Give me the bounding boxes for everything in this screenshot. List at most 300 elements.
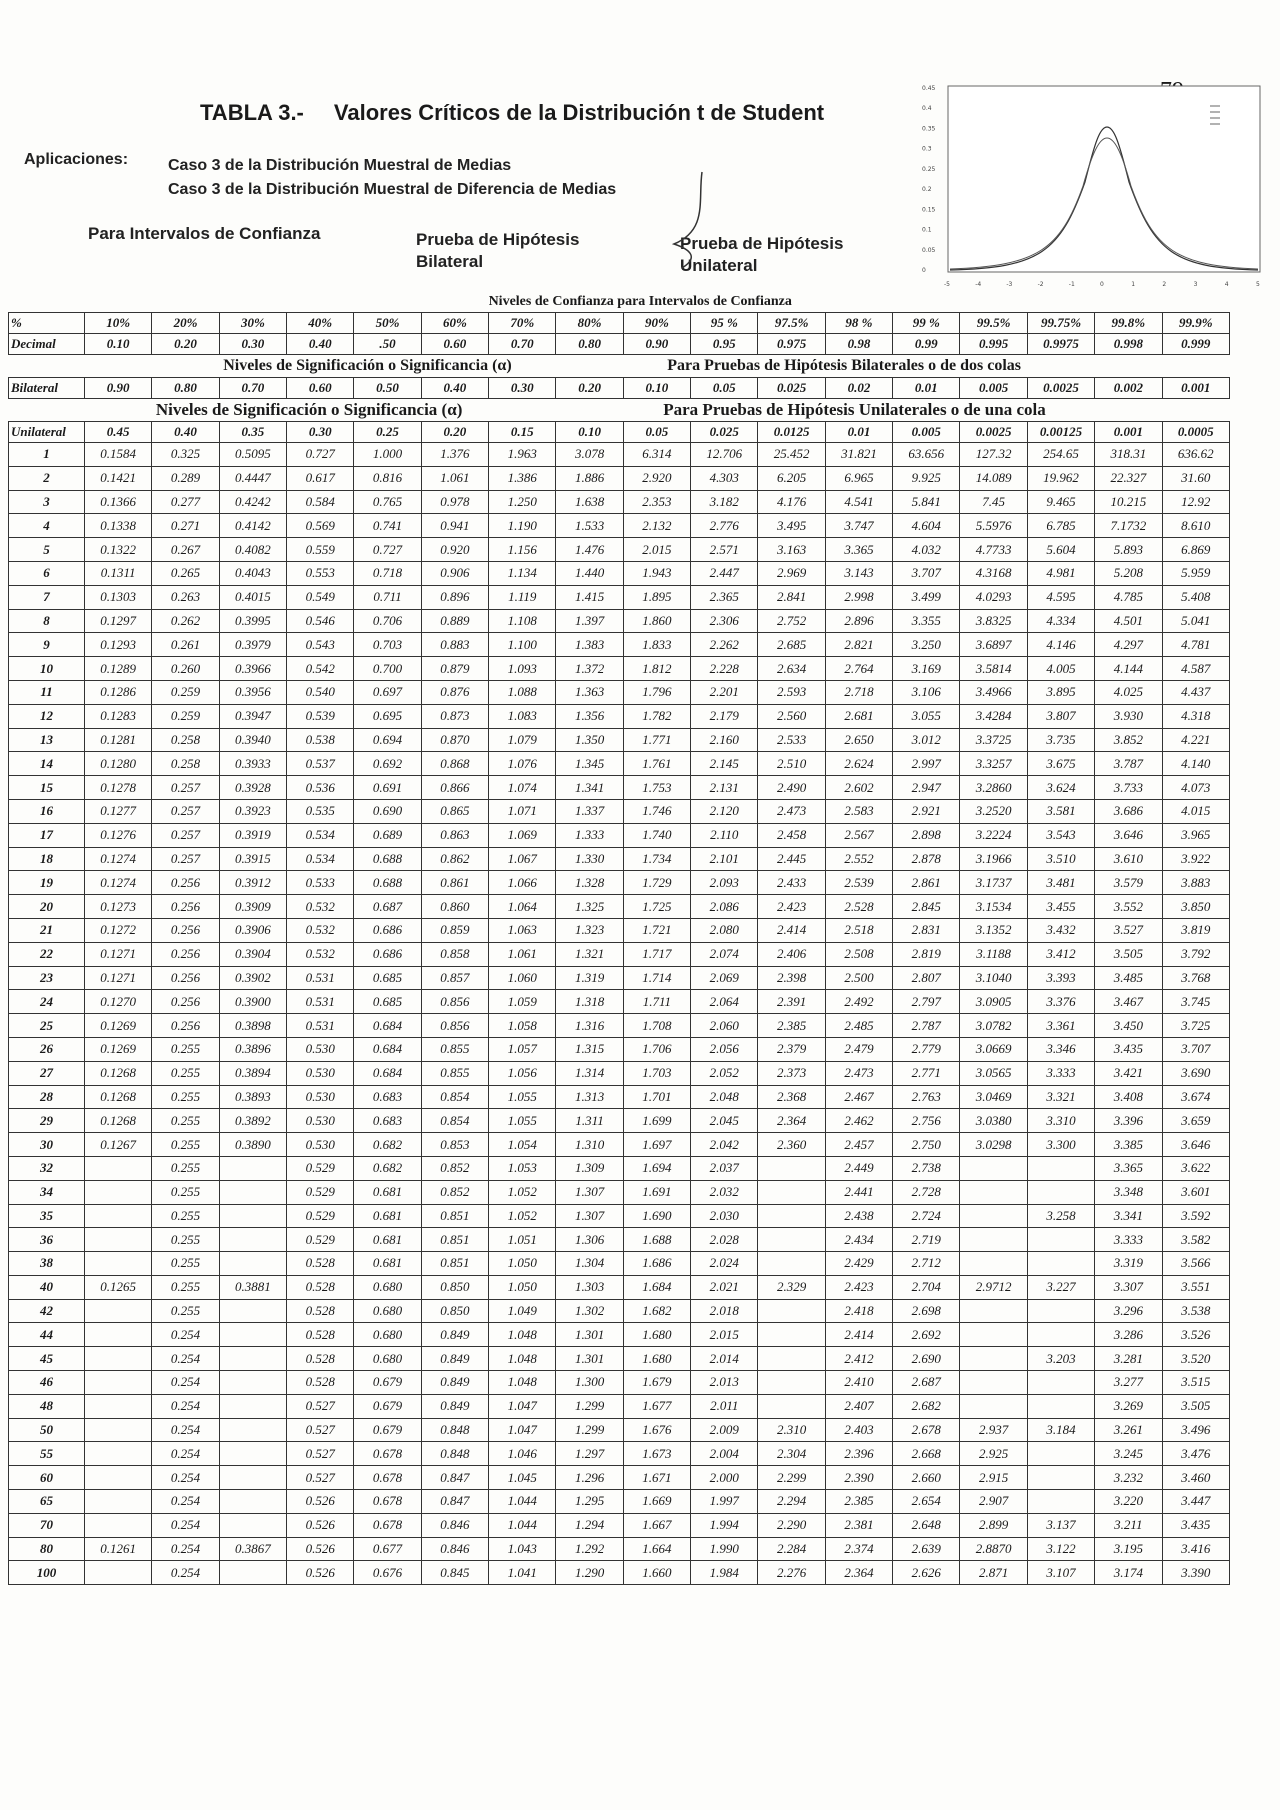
critical-value-cell: 2.080 — [691, 918, 758, 942]
critical-value-cell: 0.540 — [287, 680, 354, 704]
degrees-of-freedom-cell: 10 — [9, 657, 85, 681]
critical-value-cell: 0.684 — [354, 1014, 421, 1038]
critical-value-cell: 1.694 — [623, 1156, 690, 1180]
critical-value-cell: 1.299 — [556, 1418, 623, 1442]
critical-value-cell: 4.025 — [1095, 680, 1162, 704]
degrees-of-freedom-cell: 4 — [9, 514, 85, 538]
critical-value-cell: 4.140 — [1162, 752, 1230, 776]
x-tick-label: -3 — [1006, 281, 1013, 288]
critical-value-cell: 0.1270 — [85, 990, 152, 1014]
critical-value-cell: 0.680 — [354, 1323, 421, 1347]
critical-value-cell — [960, 1394, 1027, 1418]
critical-value-cell: 1.048 — [489, 1371, 556, 1395]
critical-value-cell: 2.626 — [893, 1561, 960, 1585]
critical-value-cell: 0.3898 — [219, 1014, 286, 1038]
y-tick-label: 0.3 — [922, 145, 932, 153]
critical-value-cell: 5.604 — [1027, 538, 1094, 562]
critical-value-cell: 1.313 — [556, 1085, 623, 1109]
critical-value-cell: 0.694 — [354, 728, 421, 752]
critical-value-cell — [85, 1299, 152, 1323]
critical-value-cell — [219, 1347, 286, 1371]
critical-value-cell: 2.458 — [758, 823, 825, 847]
critical-value-cell: 1.306 — [556, 1228, 623, 1252]
critical-value-cell: 1.753 — [623, 776, 690, 800]
critical-value-cell: 1.699 — [623, 1109, 690, 1133]
critical-value-cell: 1.734 — [623, 847, 690, 871]
critical-value-cell: 3.6897 — [960, 633, 1027, 657]
critical-value-cell: 1.069 — [489, 823, 556, 847]
critical-value-cell: 1.796 — [623, 680, 690, 704]
critical-value-cell: 3.850 — [1162, 895, 1230, 919]
critical-value-cell: 0.569 — [287, 514, 354, 538]
critical-value-cell: 1.063 — [489, 918, 556, 942]
critical-value-cell: 0.534 — [287, 823, 354, 847]
critical-value-cell: 0.3904 — [219, 942, 286, 966]
critical-value-cell — [85, 1323, 152, 1347]
critical-value-cell: 3.245 — [1095, 1442, 1162, 1466]
critical-value-cell: 3.725 — [1162, 1014, 1230, 1038]
critical-value-cell: 3.922 — [1162, 847, 1230, 871]
critical-value-cell: 0.1281 — [85, 728, 152, 752]
critical-value-cell: 0.259 — [152, 704, 219, 728]
decimal-cell: 0.999 — [1162, 334, 1230, 355]
critical-value-cell: 2.414 — [825, 1323, 892, 1347]
decimal-cell: 0.80 — [556, 334, 623, 355]
critical-value-cell: 2.639 — [893, 1537, 960, 1561]
critical-value-cell: 0.258 — [152, 728, 219, 752]
critical-value-cell: 3.341 — [1095, 1204, 1162, 1228]
critical-value-cell: 0.535 — [287, 799, 354, 823]
critical-value-cell: 1.782 — [623, 704, 690, 728]
critical-value-cell: 2.738 — [893, 1156, 960, 1180]
critical-value-cell: 3.495 — [758, 514, 825, 538]
critical-value-cell — [960, 1204, 1027, 1228]
critical-value-cell: 0.862 — [421, 847, 488, 871]
critical-value-cell: 0.255 — [152, 1061, 219, 1085]
critical-value-cell: 2.831 — [893, 918, 960, 942]
x-tick-label: -1 — [1068, 281, 1075, 288]
critical-value-cell: 0.851 — [421, 1204, 488, 1228]
percent-cell: 99.8% — [1095, 313, 1162, 334]
decimal-cell: 0.40 — [287, 334, 354, 355]
critical-value-cell: 7.1732 — [1095, 514, 1162, 538]
unilateral-alpha-cell: 0.10 — [556, 422, 623, 443]
bilateral-alpha-cell: 0.10 — [623, 378, 690, 399]
critical-value-cell: 0.3881 — [219, 1275, 286, 1299]
unilateral-alpha-cell: 0.025 — [691, 422, 758, 443]
critical-value-cell — [85, 1442, 152, 1466]
confidence-intervals-label: Para Intervalos de Confianza — [88, 224, 321, 243]
critical-value-cell: 1.299 — [556, 1394, 623, 1418]
critical-value-cell — [1027, 1299, 1094, 1323]
critical-value-cell: 3.659 — [1162, 1109, 1230, 1133]
critical-value-cell: 1.686 — [623, 1252, 690, 1276]
critical-value-cell: 3.551 — [1162, 1275, 1230, 1299]
critical-value-cell: 3.321 — [1027, 1085, 1094, 1109]
table-row — [9, 1252, 1230, 1276]
critical-value-cell: 1.292 — [556, 1537, 623, 1561]
critical-value-cell: 0.543 — [287, 633, 354, 657]
degrees-of-freedom-cell: 14 — [9, 752, 85, 776]
critical-value-cell: 0.682 — [354, 1133, 421, 1157]
critical-value-cell: 3.261 — [1095, 1418, 1162, 1442]
critical-value-cell: 1.679 — [623, 1371, 690, 1395]
critical-value-cell: 0.531 — [287, 990, 354, 1014]
critical-value-cell: 2.403 — [825, 1418, 892, 1442]
critical-value-cell: 3.610 — [1095, 847, 1162, 871]
critical-value-cell: 1.680 — [623, 1347, 690, 1371]
critical-value-cell: 3.707 — [1162, 1037, 1230, 1061]
critical-value-cell: 2.871 — [960, 1561, 1027, 1585]
critical-value-cell: 3.4966 — [960, 680, 1027, 704]
critical-value-cell: 1.886 — [556, 466, 623, 490]
critical-value-cell: 1.046 — [489, 1442, 556, 1466]
critical-value-cell: 2.069 — [691, 966, 758, 990]
bilateral-alpha-cell: 0.01 — [893, 378, 960, 399]
table-row — [9, 1037, 1230, 1061]
critical-value-cell: 1.048 — [489, 1347, 556, 1371]
critical-value-cell: 0.879 — [421, 657, 488, 681]
band-spacer — [9, 292, 489, 313]
critical-value-cell: 1.717 — [623, 942, 690, 966]
degrees-of-freedom-cell: 1 — [9, 443, 85, 467]
critical-value-cell: 2.284 — [758, 1537, 825, 1561]
critical-value-cell: 3.807 — [1027, 704, 1094, 728]
critical-value-cell: 3.1966 — [960, 847, 1027, 871]
critical-value-cell: 0.553 — [287, 561, 354, 585]
critical-value-cell: 3.182 — [691, 490, 758, 514]
critical-value-cell: 2.390 — [825, 1466, 892, 1490]
critical-value-cell: 0.847 — [421, 1466, 488, 1490]
critical-value-cell: 2.306 — [691, 609, 758, 633]
critical-value-cell: 636.62 — [1162, 443, 1230, 467]
decimal-cell: 0.10 — [85, 334, 152, 355]
critical-value-cell — [1027, 1323, 1094, 1347]
critical-value-cell: 1.076 — [489, 752, 556, 776]
critical-value-cell: 2.423 — [758, 895, 825, 919]
critical-value-cell: 0.679 — [354, 1418, 421, 1442]
critical-value-cell: 0.1366 — [85, 490, 152, 514]
critical-value-cell: 5.408 — [1162, 585, 1230, 609]
table-row — [9, 1299, 1230, 1323]
critical-value-cell: 1.684 — [623, 1275, 690, 1299]
critical-value-cell: 0.978 — [421, 490, 488, 514]
critical-value-cell: 0.1322 — [85, 538, 152, 562]
table-row — [9, 657, 1230, 681]
critical-value-cell: 2.074 — [691, 942, 758, 966]
degrees-of-freedom-cell: 20 — [9, 895, 85, 919]
critical-value-cell: 2.418 — [825, 1299, 892, 1323]
critical-value-cell — [960, 1156, 1027, 1180]
critical-value-cell — [85, 1394, 152, 1418]
critical-value-cell: 0.1338 — [85, 514, 152, 538]
critical-value-cell: 1.711 — [623, 990, 690, 1014]
critical-value-cell: 1.316 — [556, 1014, 623, 1038]
critical-value-cell: 0.680 — [354, 1347, 421, 1371]
degrees-of-freedom-cell: 5 — [9, 538, 85, 562]
critical-value-cell: 2.8870 — [960, 1537, 1027, 1561]
critical-value-cell: 0.3890 — [219, 1133, 286, 1157]
critical-value-cell: 1.041 — [489, 1561, 556, 1585]
critical-value-cell: 2.998 — [825, 585, 892, 609]
critical-value-cell: 3.365 — [825, 538, 892, 562]
degrees-of-freedom-cell: 42 — [9, 1299, 85, 1323]
bilateral-band-right: Para Pruebas de Hipótesis Bilaterales o de dos colas — [623, 355, 1229, 378]
critical-value-cell: 0.256 — [152, 942, 219, 966]
percent-cell: 99 % — [893, 313, 960, 334]
critical-value-cell: 3.674 — [1162, 1085, 1230, 1109]
critical-value-cell: 1.350 — [556, 728, 623, 752]
critical-value-cell: 2.682 — [893, 1394, 960, 1418]
critical-value-cell: 0.848 — [421, 1442, 488, 1466]
critical-value-cell: 0.678 — [354, 1490, 421, 1514]
critical-value-cell: 0.254 — [152, 1490, 219, 1514]
critical-value-cell: 0.255 — [152, 1228, 219, 1252]
critical-value-cell: 1.860 — [623, 609, 690, 633]
critical-value-cell: 2.364 — [825, 1561, 892, 1585]
critical-value-cell: 0.528 — [287, 1252, 354, 1276]
critical-value-cell: 0.254 — [152, 1323, 219, 1347]
table-title: Valores Críticos de la Distribución t de Student — [333, 100, 825, 125]
critical-value-cell: 2.024 — [691, 1252, 758, 1276]
critical-value-cell: 1.315 — [556, 1037, 623, 1061]
degrees-of-freedom-cell: 70 — [9, 1513, 85, 1537]
critical-value-cell: 1.440 — [556, 561, 623, 585]
critical-value-cell: 0.254 — [152, 1537, 219, 1561]
critical-value-cell: 3.505 — [1095, 942, 1162, 966]
critical-value-cell: 0.700 — [354, 657, 421, 681]
table-row — [9, 1228, 1230, 1252]
unilateral-alpha-cell: 0.0025 — [960, 422, 1027, 443]
critical-value-cell: 1.290 — [556, 1561, 623, 1585]
critical-value-cell: 0.816 — [354, 466, 421, 490]
critical-value-cell: 3.1188 — [960, 942, 1027, 966]
decimal-cell: 0.20 — [152, 334, 219, 355]
unilateral-alpha-cell: 0.40 — [152, 422, 219, 443]
critical-value-cell: 3.163 — [758, 538, 825, 562]
critical-value-cell: 2.921 — [893, 799, 960, 823]
critical-value-cell: 1.318 — [556, 990, 623, 1014]
critical-value-cell: 2.712 — [893, 1252, 960, 1276]
critical-value-cell: 0.539 — [287, 704, 354, 728]
table-row — [9, 847, 1230, 871]
critical-value-cell: 2.650 — [825, 728, 892, 752]
critical-value-cell: 0.529 — [287, 1228, 354, 1252]
critical-value-cell: 3.012 — [893, 728, 960, 752]
critical-value-cell: 4.781 — [1162, 633, 1230, 657]
unilateral-alpha-cell: 0.05 — [623, 422, 690, 443]
critical-value-cell: 0.889 — [421, 609, 488, 633]
critical-value-cell: 3.055 — [893, 704, 960, 728]
critical-value-cell: 0.534 — [287, 847, 354, 871]
critical-value-cell — [219, 1252, 286, 1276]
critical-value-cell: 3.269 — [1095, 1394, 1162, 1418]
critical-value-cell: 0.3915 — [219, 847, 286, 871]
critical-value-cell: 0.684 — [354, 1037, 421, 1061]
unilateral-alpha-cell: 0.01 — [825, 422, 892, 443]
critical-value-cell: 0.256 — [152, 918, 219, 942]
table-row — [9, 1014, 1230, 1038]
critical-value-cell: 0.255 — [152, 1204, 219, 1228]
percent-cell: 20% — [152, 313, 219, 334]
critical-value-cell: 3.707 — [893, 561, 960, 585]
critical-value-cell: 0.257 — [152, 823, 219, 847]
critical-value-cell: 1.740 — [623, 823, 690, 847]
critical-value-cell: 0.855 — [421, 1061, 488, 1085]
critical-value-cell: 2.093 — [691, 871, 758, 895]
critical-value-cell: 0.256 — [152, 895, 219, 919]
critical-value-cell: 0.870 — [421, 728, 488, 752]
critical-value-cell: 2.179 — [691, 704, 758, 728]
critical-value-cell — [85, 1252, 152, 1276]
bilateral-alpha-cell: 0.05 — [691, 378, 758, 399]
critical-value-cell: 1.671 — [623, 1466, 690, 1490]
applications-label: Aplicaciones: — [24, 151, 129, 168]
critical-value-cell: 2.841 — [758, 585, 825, 609]
critical-value-cell: 2.764 — [825, 657, 892, 681]
critical-value-cell: 0.255 — [152, 1037, 219, 1061]
critical-value-cell — [960, 1323, 1027, 1347]
critical-value-cell: 1.108 — [489, 609, 556, 633]
critical-value-cell: 0.1269 — [85, 1037, 152, 1061]
bilateral-alpha-cell: 0.20 — [556, 378, 623, 399]
critical-value-cell: 1.048 — [489, 1323, 556, 1347]
critical-value-cell: 0.1584 — [85, 443, 152, 467]
critical-value-cell: 0.4015 — [219, 585, 286, 609]
degrees-of-freedom-cell: 29 — [9, 1109, 85, 1133]
critical-value-cell: 1.994 — [691, 1513, 758, 1537]
critical-value-cell: 3.0905 — [960, 990, 1027, 1014]
table-row — [9, 1180, 1230, 1204]
critical-value-cell: 0.703 — [354, 633, 421, 657]
critical-value-cell: 2.412 — [825, 1347, 892, 1371]
critical-value-cell: 3.499 — [893, 585, 960, 609]
critical-value-cell: 1.714 — [623, 966, 690, 990]
critical-value-cell: 0.533 — [287, 871, 354, 895]
critical-value-cell: 3.792 — [1162, 942, 1230, 966]
unilateral-test-label-2: Unilateral — [680, 256, 758, 275]
critical-value-cell: 3.432 — [1027, 918, 1094, 942]
critical-value-cell: 0.3867 — [219, 1537, 286, 1561]
critical-value-cell — [85, 1513, 152, 1537]
critical-value-cell: 2.445 — [758, 847, 825, 871]
critical-value-cell: 3.435 — [1162, 1513, 1230, 1537]
critical-value-cell: 2.719 — [893, 1228, 960, 1252]
critical-value-cell: 0.532 — [287, 895, 354, 919]
critical-value-cell: 1.156 — [489, 538, 556, 562]
critical-value-cell — [85, 1156, 152, 1180]
critical-value-cell: 0.685 — [354, 990, 421, 1014]
critical-value-cell: 0.255 — [152, 1299, 219, 1323]
critical-value-cell: 2.583 — [825, 799, 892, 823]
decimal-cell: 0.99 — [893, 334, 960, 355]
critical-value-cell: 1.047 — [489, 1418, 556, 1442]
critical-value-cell: 2.414 — [758, 918, 825, 942]
critical-value-cell: 0.868 — [421, 752, 488, 776]
degrees-of-freedom-cell: 25 — [9, 1014, 85, 1038]
critical-value-cell: 0.1268 — [85, 1085, 152, 1109]
critical-value-cell: 0.530 — [287, 1133, 354, 1157]
critical-value-cell: 0.3912 — [219, 871, 286, 895]
critical-value-cell: 0.896 — [421, 585, 488, 609]
critical-value-cell: 1.058 — [489, 1014, 556, 1038]
critical-value-cell: 3.819 — [1162, 918, 1230, 942]
confidence-band-label: Niveles de Confianza para Intervalos de Confianza — [488, 294, 792, 309]
critical-value-cell: 25.452 — [758, 443, 825, 467]
confidence-band-row — [9, 292, 1230, 313]
critical-value-cell: 3.3257 — [960, 752, 1027, 776]
critical-value-cell: 1.043 — [489, 1537, 556, 1561]
critical-value-cell: 6.205 — [758, 466, 825, 490]
critical-value-cell: 2.304 — [758, 1442, 825, 1466]
critical-value-cell — [85, 1490, 152, 1514]
critical-value-cell: 0.530 — [287, 1037, 354, 1061]
critical-value-cell: 1.044 — [489, 1513, 556, 1537]
critical-value-cell: 0.289 — [152, 466, 219, 490]
table-row — [9, 609, 1230, 633]
critical-value-cell — [1027, 1180, 1094, 1204]
critical-value-cell: 0.3966 — [219, 657, 286, 681]
critical-value-cell: 2.462 — [825, 1109, 892, 1133]
critical-value-cell: 2.898 — [893, 823, 960, 847]
critical-value-cell: 2.690 — [893, 1347, 960, 1371]
critical-value-cell: 2.915 — [960, 1466, 1027, 1490]
critical-value-cell: 0.254 — [152, 1371, 219, 1395]
critical-value-cell: 4.0293 — [960, 585, 1027, 609]
critical-value-cell: 3.296 — [1095, 1299, 1162, 1323]
critical-value-cell: 5.208 — [1095, 561, 1162, 585]
critical-value-cell: 2.407 — [825, 1394, 892, 1418]
critical-value-cell: 2.660 — [893, 1466, 960, 1490]
critical-value-cell: 3.300 — [1027, 1133, 1094, 1157]
hand-drawn-brace — [668, 170, 708, 270]
critical-value-cell: 3.883 — [1162, 871, 1230, 895]
critical-value-cell: 2.692 — [893, 1323, 960, 1347]
critical-value-cell: 2.937 — [960, 1418, 1027, 1442]
y-tick-label: 0 — [922, 267, 926, 274]
critical-value-cell: 0.1303 — [85, 585, 152, 609]
critical-value-cell: 1.682 — [623, 1299, 690, 1323]
critical-value-cell: 2.064 — [691, 990, 758, 1014]
table-row — [9, 443, 1230, 467]
critical-value-cell: 3.333 — [1095, 1228, 1162, 1252]
critical-value-cell: 1.330 — [556, 847, 623, 871]
critical-value-cell: 0.683 — [354, 1109, 421, 1133]
critical-value-cell: 1.997 — [691, 1490, 758, 1514]
critical-value-cell: 0.865 — [421, 799, 488, 823]
degrees-of-freedom-cell: 80 — [9, 1537, 85, 1561]
critical-value-cell: 3.690 — [1162, 1061, 1230, 1085]
critical-value-cell: 1.297 — [556, 1442, 623, 1466]
critical-value-cell: 5.841 — [893, 490, 960, 514]
critical-value-cell: 3.447 — [1162, 1490, 1230, 1514]
table-row — [9, 1561, 1230, 1585]
critical-value-cell: 3.195 — [1095, 1537, 1162, 1561]
critical-value-cell: 3.527 — [1095, 918, 1162, 942]
critical-value-cell: 0.3928 — [219, 776, 286, 800]
critical-value-cell: 0.854 — [421, 1085, 488, 1109]
critical-value-cell: 2.410 — [825, 1371, 892, 1395]
critical-value-cell: 0.3896 — [219, 1037, 286, 1061]
critical-value-cell: 1.056 — [489, 1061, 556, 1085]
critical-value-cell: 3.485 — [1095, 966, 1162, 990]
table-row — [9, 1275, 1230, 1299]
table-row — [9, 895, 1230, 919]
decimal-header-row — [9, 334, 1230, 355]
critical-value-cell — [758, 1299, 825, 1323]
critical-value-cell: 1.397 — [556, 609, 623, 633]
critical-value-cell: 3.203 — [1027, 1347, 1094, 1371]
